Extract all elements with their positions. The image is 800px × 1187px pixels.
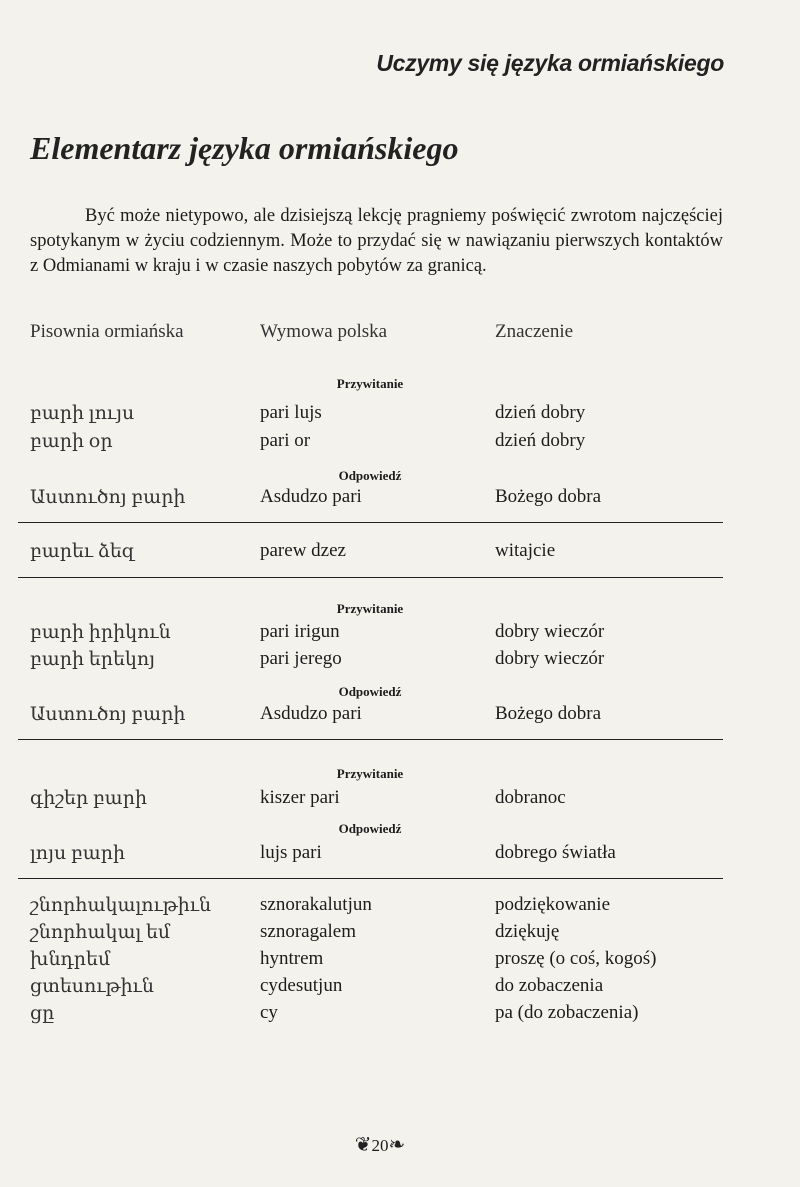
section-label-reply: Odpowiedź [338,684,402,699]
armenian-text: բարեւ ձեզ [30,541,135,562]
section-divider [18,878,723,879]
section-label-greeting: Przywitanie [336,601,404,616]
pronunciation-text: sznorakalutjun [260,894,372,915]
phrase-row [0,540,800,566]
armenian-text: Աստուծոյ բարի [30,487,186,508]
armenian-text: շնորհակալութիւն [30,895,212,916]
fleuron-ornament-icon: ❦ [354,1134,372,1156]
phrase-row [0,402,800,428]
meaning-text: witajcie [495,540,556,561]
armenian-text: գիշեր բարի [30,788,148,809]
meaning-text: Bożego dobra [495,486,602,507]
page-number-footer [340,1132,420,1157]
pronunciation-text: parew dzez [260,540,346,561]
armenian-text: խնդրեմ [30,949,111,970]
phrase-row [0,648,800,674]
phrase-row [0,703,800,729]
phrase-row [0,486,800,512]
pronunciation-text: Asdudzo pari [260,486,362,507]
armenian-text: ցը [30,1003,55,1024]
armenian-text: ցտեսութիւն [30,976,154,997]
page-title: Elementarz języka ormiańskiego [30,130,459,166]
phrase-row [0,842,800,868]
phrase-row [0,1002,800,1028]
meaning-text: dobranoc [495,787,566,808]
pronunciation-text: kiszer pari [260,787,340,808]
armenian-text: բարի երեկոյ [30,649,156,670]
meaning-text: proszę (o coś, kogoś) [495,948,657,969]
meaning-text: Bożego dobra [495,703,602,724]
column-header-armenian: Pisownia ormiańska [30,321,184,342]
phrase-row [0,787,800,813]
meaning-text: dzień dobry [495,402,586,423]
pronunciation-text: pari or [260,430,311,451]
pronunciation-text: pari irigun [260,621,340,642]
pronunciation-text: cydesutjun [260,975,343,996]
page-number: 20 [371,1136,389,1155]
armenian-text: բարի օր [30,431,113,452]
section-label-reply: Odpowiedź [338,821,402,836]
section-divider [18,577,723,578]
phrase-row [0,894,800,920]
armenian-text: շնորհակալ եմ [30,922,171,943]
section-label-greeting: Przywitanie [336,766,404,781]
pronunciation-text: pari lujs [260,402,322,423]
meaning-text: dzień dobry [495,430,586,451]
meaning-text: dobrego światła [495,842,616,863]
pronunciation-text: pari jerego [260,648,342,669]
phrase-row [0,621,800,647]
section-label-reply: Odpowiedź [338,468,402,483]
fleuron-ornament-icon: ❧ [388,1134,406,1156]
armenian-text: լոյս բարի [30,843,126,864]
phrase-row [0,975,800,1001]
section-divider [18,739,723,740]
phrase-row [0,921,800,947]
pronunciation-text: Asdudzo pari [260,703,362,724]
pronunciation-text: sznoragalem [260,921,357,942]
meaning-text: podziękowanie [495,894,611,915]
meaning-text: pa (do zobaczenia) [495,1002,639,1023]
column-header-meaning: Znaczenie [495,321,574,342]
phrase-row [0,430,800,456]
column-header-pronunciation: Wymowa polska [260,321,388,342]
running-head: Uczymy się języka ormiańskiego [376,50,724,76]
meaning-text: do zobaczenia [495,975,604,996]
armenian-text: Աստուծոյ բարի [30,704,186,725]
armenian-text: բարի իրիկուն [30,622,171,643]
pronunciation-text: cy [260,1002,278,1023]
phrase-row [0,948,800,974]
meaning-text: dobry wieczór [495,648,605,669]
pronunciation-text: hyntrem [260,948,324,969]
intro-paragraph: Być może nietypowo, ale dzisiejszą lekcję pragniemy poświęcić zwrotom najczęściej spotykanym w życiu codziennym. Może to przydać się w nawiązaniu pierwszych kontaktów z Odmianami w kraju i w czasie naszych pobytów za granicą. [30,206,723,276]
meaning-text: dziękuję [495,921,560,942]
armenian-text: բարի լույս [30,403,135,424]
section-label-greeting: Przywitanie [336,376,404,391]
section-divider [18,522,723,523]
meaning-text: dobry wieczór [495,621,605,642]
pronunciation-text: lujs pari [260,842,322,863]
